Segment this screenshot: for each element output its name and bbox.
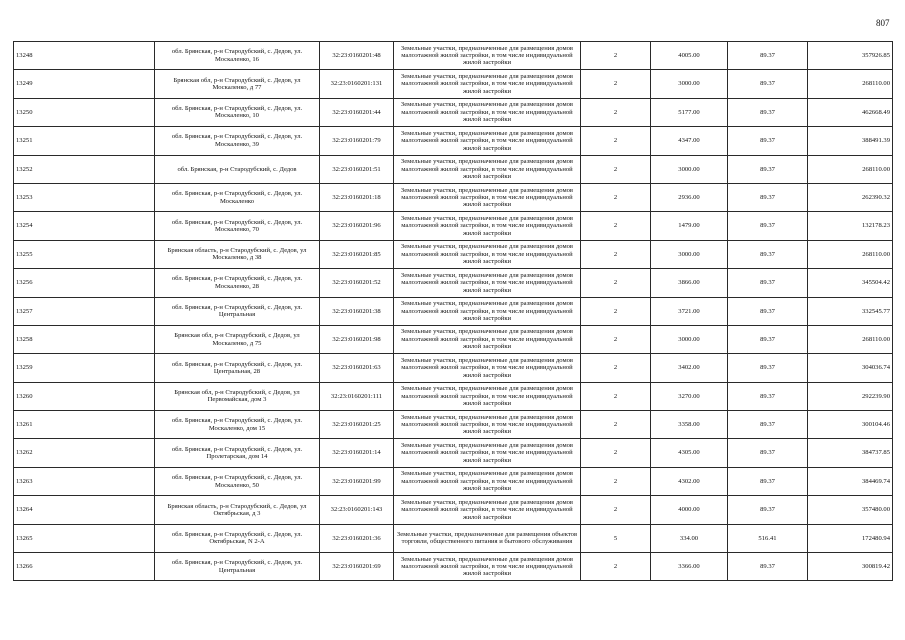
land-use-cell: Земельные участки, предназначенные для размещения домов малоэтажной жилой застройки, в том числе индивидуальной жилой застройки bbox=[394, 240, 581, 268]
address-cell: обл. Брянская, р-н Стародубский, с. Дедов, ул. Москаленко, 50 bbox=[155, 467, 320, 495]
use-group-cell: 2 bbox=[581, 269, 651, 297]
area-cell: 1479.00 bbox=[651, 212, 728, 240]
table-body bbox=[14, 42, 893, 581]
use-group-cell: 2 bbox=[581, 42, 651, 70]
address-cell: обл. Брянская, р-н Стародубский, с. Дедов, ул. Центральная bbox=[155, 297, 320, 325]
specific-value-cell: 89.37 bbox=[728, 240, 808, 268]
use-group-cell: 2 bbox=[581, 212, 651, 240]
address-cell: обл. Брянская, р-н Стародубский, с. Дедов, ул. Пролетарская, дом 14 bbox=[155, 439, 320, 467]
area-cell: 3000.00 bbox=[651, 155, 728, 183]
use-group-cell: 2 bbox=[581, 127, 651, 155]
land-use-cell: Земельные участки, предназначенные для размещения объектов торговли, общественного питания и бытового обслуживания bbox=[394, 524, 581, 552]
table-row bbox=[14, 127, 893, 155]
cadastral-number-cell: 32:23:0160201:44 bbox=[320, 98, 394, 126]
land-use-cell: Земельные участки, предназначенные для размещения домов малоэтажной жилой застройки, в том числе индивидуальной жилой застройки bbox=[394, 183, 581, 211]
specific-value-cell: 89.37 bbox=[728, 553, 808, 581]
land-use-cell: Земельные участки, предназначенные для размещения домов малоэтажной жилой застройки, в том числе индивидуальной жилой застройки bbox=[394, 354, 581, 382]
use-group-cell: 2 bbox=[581, 240, 651, 268]
cadastral-number-cell: 32:23:0160201:99 bbox=[320, 467, 394, 495]
cadastral-number-cell: 32:23:0160201:143 bbox=[320, 496, 394, 524]
address-cell: обл. Брянская, р-н Стародубский, с. Дедов bbox=[155, 155, 320, 183]
record-number-cell: 13253 bbox=[14, 183, 155, 211]
cadastral-number-cell: 32:23:0160201:69 bbox=[320, 553, 394, 581]
specific-value-cell: 89.37 bbox=[728, 183, 808, 211]
land-use-cell: Земельные участки, предназначенные для размещения домов малоэтажной жилой застройки, в том числе индивидуальной жилой застройки bbox=[394, 70, 581, 98]
cadastral-number-cell: 32:23:0160201:131 bbox=[320, 70, 394, 98]
record-number-cell: 13252 bbox=[14, 155, 155, 183]
cadastral-value-cell: 304036.74 bbox=[808, 354, 893, 382]
cadastral-number-cell: 32:23:0160201:96 bbox=[320, 212, 394, 240]
land-use-cell: Земельные участки, предназначенные для размещения домов малоэтажной жилой застройки, в том числе индивидуальной жилой застройки bbox=[394, 411, 581, 439]
page-number: 807 bbox=[876, 18, 890, 28]
specific-value-cell: 89.37 bbox=[728, 382, 808, 410]
use-group-cell: 2 bbox=[581, 382, 651, 410]
use-group-cell: 2 bbox=[581, 98, 651, 126]
cadastral-value-cell: 384469.74 bbox=[808, 467, 893, 495]
cadastral-value-cell: 172480.94 bbox=[808, 524, 893, 552]
record-number-cell: 13251 bbox=[14, 127, 155, 155]
specific-value-cell: 89.37 bbox=[728, 212, 808, 240]
cadastral-number-cell: 32:23:0160201:98 bbox=[320, 325, 394, 353]
use-group-cell: 2 bbox=[581, 411, 651, 439]
cadastral-number-cell: 32:23:0160201:36 bbox=[320, 524, 394, 552]
specific-value-cell: 89.37 bbox=[728, 354, 808, 382]
record-number-cell: 13262 bbox=[14, 439, 155, 467]
table-row bbox=[14, 70, 893, 98]
address-cell: Брянская область, р-н Стародубский, с. Дедов, ул Москаленко, д 38 bbox=[155, 240, 320, 268]
specific-value-cell: 89.37 bbox=[728, 439, 808, 467]
table-row bbox=[14, 382, 893, 410]
use-group-cell: 2 bbox=[581, 70, 651, 98]
record-number-cell: 13256 bbox=[14, 269, 155, 297]
record-number-cell: 13250 bbox=[14, 98, 155, 126]
area-cell: 3000.00 bbox=[651, 70, 728, 98]
use-group-cell: 2 bbox=[581, 155, 651, 183]
specific-value-cell: 89.37 bbox=[728, 269, 808, 297]
table-row bbox=[14, 411, 893, 439]
cadastral-value-cell: 462668.49 bbox=[808, 98, 893, 126]
cadastral-value-cell: 268110.00 bbox=[808, 70, 893, 98]
record-number-cell: 13264 bbox=[14, 496, 155, 524]
use-group-cell: 2 bbox=[581, 183, 651, 211]
address-cell: обл. Брянская, р-н Стародубский, с. Дедов, ул. Москаленко, 39 bbox=[155, 127, 320, 155]
specific-value-cell: 89.37 bbox=[728, 70, 808, 98]
land-use-cell: Земельные участки, предназначенные для размещения домов малоэтажной жилой застройки, в том числе индивидуальной жилой застройки bbox=[394, 269, 581, 297]
specific-value-cell: 516.41 bbox=[728, 524, 808, 552]
address-cell: обл. Брянская, р-н Стародубский, с. Дедов, ул. Октябрьская, N 2-А bbox=[155, 524, 320, 552]
area-cell: 5177.00 bbox=[651, 98, 728, 126]
area-cell: 3358.00 bbox=[651, 411, 728, 439]
area-cell: 3000.00 bbox=[651, 240, 728, 268]
area-cell: 3000.00 bbox=[651, 325, 728, 353]
record-number-cell: 13255 bbox=[14, 240, 155, 268]
specific-value-cell: 89.37 bbox=[728, 127, 808, 155]
area-cell: 3402.00 bbox=[651, 354, 728, 382]
table-row bbox=[14, 553, 893, 581]
specific-value-cell: 89.37 bbox=[728, 411, 808, 439]
table-row bbox=[14, 524, 893, 552]
use-group-cell: 5 bbox=[581, 524, 651, 552]
record-number-cell: 13258 bbox=[14, 325, 155, 353]
address-cell: обл. Брянская, р-н Стародубский, с. Дедов, ул. Москаленко, 16 bbox=[155, 42, 320, 70]
use-group-cell: 2 bbox=[581, 325, 651, 353]
cadastral-number-cell: 32:23:0160201:85 bbox=[320, 240, 394, 268]
address-cell: Брянская обл, р-н Стародубский, с. Дедов, ул Москаленко, д 77 bbox=[155, 70, 320, 98]
cadastral-value-cell: 268110.00 bbox=[808, 325, 893, 353]
cadastral-number-cell: 32:23:0160201:79 bbox=[320, 127, 394, 155]
record-number-cell: 13263 bbox=[14, 467, 155, 495]
land-use-cell: Земельные участки, предназначенные для размещения домов малоэтажной жилой застройки, в том числе индивидуальной жилой застройки bbox=[394, 553, 581, 581]
area-cell: 4347.00 bbox=[651, 127, 728, 155]
cadastral-number-cell: 32:23:0160201:51 bbox=[320, 155, 394, 183]
area-cell: 4302.00 bbox=[651, 467, 728, 495]
cadastral-value-cell: 332545.77 bbox=[808, 297, 893, 325]
table-row bbox=[14, 183, 893, 211]
record-number-cell: 13260 bbox=[14, 382, 155, 410]
land-registry-table bbox=[13, 41, 893, 581]
table-row bbox=[14, 98, 893, 126]
use-group-cell: 2 bbox=[581, 439, 651, 467]
cadastral-value-cell: 268110.00 bbox=[808, 240, 893, 268]
area-cell: 4000.00 bbox=[651, 496, 728, 524]
record-number-cell: 13265 bbox=[14, 524, 155, 552]
table-row bbox=[14, 325, 893, 353]
land-use-cell: Земельные участки, предназначенные для размещения домов малоэтажной жилой застройки, в том числе индивидуальной жилой застройки bbox=[394, 467, 581, 495]
cadastral-value-cell: 268110.00 bbox=[808, 155, 893, 183]
address-cell: обл. Брянская, р-н Стародубский, с. Дедов, ул. Центральная bbox=[155, 553, 320, 581]
cadastral-value-cell: 384737.85 bbox=[808, 439, 893, 467]
cadastral-value-cell: 357480.00 bbox=[808, 496, 893, 524]
area-cell: 4005.00 bbox=[651, 42, 728, 70]
cadastral-value-cell: 292239.90 bbox=[808, 382, 893, 410]
area-cell: 2936.00 bbox=[651, 183, 728, 211]
cadastral-value-cell: 300104.46 bbox=[808, 411, 893, 439]
specific-value-cell: 89.37 bbox=[728, 155, 808, 183]
area-cell: 3366.00 bbox=[651, 553, 728, 581]
record-number-cell: 13261 bbox=[14, 411, 155, 439]
land-use-cell: Земельные участки, предназначенные для размещения домов малоэтажной жилой застройки, в том числе индивидуальной жилой застройки bbox=[394, 42, 581, 70]
cadastral-number-cell: 32:23:0160201:18 bbox=[320, 183, 394, 211]
land-use-cell: Земельные участки, предназначенные для размещения домов малоэтажной жилой застройки, в том числе индивидуальной жилой застройки bbox=[394, 155, 581, 183]
address-cell: обл. Брянская, р-н Стародубский, с. Дедов, ул. Москаленко, 10 bbox=[155, 98, 320, 126]
record-number-cell: 13257 bbox=[14, 297, 155, 325]
address-cell: обл. Брянская, р-н Стародубский, с. Дедов, ул. Москаленко bbox=[155, 183, 320, 211]
table-row bbox=[14, 42, 893, 70]
cadastral-value-cell: 300819.42 bbox=[808, 553, 893, 581]
record-number-cell: 13249 bbox=[14, 70, 155, 98]
table-row bbox=[14, 354, 893, 382]
record-number-cell: 13266 bbox=[14, 553, 155, 581]
use-group-cell: 2 bbox=[581, 553, 651, 581]
specific-value-cell: 89.37 bbox=[728, 325, 808, 353]
area-cell: 3270.00 bbox=[651, 382, 728, 410]
cadastral-number-cell: 32:23:0160201:14 bbox=[320, 439, 394, 467]
table-row bbox=[14, 212, 893, 240]
specific-value-cell: 89.37 bbox=[728, 297, 808, 325]
record-number-cell: 13248 bbox=[14, 42, 155, 70]
land-use-cell: Земельные участки, предназначенные для размещения домов малоэтажной жилой застройки, в том числе индивидуальной жилой застройки bbox=[394, 382, 581, 410]
cadastral-number-cell: 32:23:0160201:25 bbox=[320, 411, 394, 439]
area-cell: 334.00 bbox=[651, 524, 728, 552]
address-cell: обл. Брянская, р-н Стародубский, с. Дедов, ул. Москаленко, дом 15 bbox=[155, 411, 320, 439]
address-cell: Брянская обл, р-н Стародубский, с Дедов, ул Первомайская, дом 3 bbox=[155, 382, 320, 410]
specific-value-cell: 89.37 bbox=[728, 98, 808, 126]
record-number-cell: 13254 bbox=[14, 212, 155, 240]
area-cell: 3721.00 bbox=[651, 297, 728, 325]
table-row bbox=[14, 439, 893, 467]
land-use-cell: Земельные участки, предназначенные для размещения домов малоэтажной жилой застройки, в том числе индивидуальной жилой застройки bbox=[394, 98, 581, 126]
table-row bbox=[14, 240, 893, 268]
cadastral-number-cell: 32:23:0160201:38 bbox=[320, 297, 394, 325]
area-cell: 4305.00 bbox=[651, 439, 728, 467]
table-row bbox=[14, 496, 893, 524]
address-cell: обл. Брянская, р-н Стародубский, с. Дедов, ул. Москаленко, 28 bbox=[155, 269, 320, 297]
area-cell: 3866.00 bbox=[651, 269, 728, 297]
cadastral-value-cell: 345504.42 bbox=[808, 269, 893, 297]
cadastral-number-cell: 32:23:0160201:63 bbox=[320, 354, 394, 382]
cadastral-number-cell: 32:23:0160201:111 bbox=[320, 382, 394, 410]
use-group-cell: 2 bbox=[581, 496, 651, 524]
land-use-cell: Земельные участки, предназначенные для размещения домов малоэтажной жилой застройки, в том числе индивидуальной жилой застройки bbox=[394, 127, 581, 155]
use-group-cell: 2 bbox=[581, 354, 651, 382]
table-row bbox=[14, 297, 893, 325]
specific-value-cell: 89.37 bbox=[728, 496, 808, 524]
land-use-cell: Земельные участки, предназначенные для размещения домов малоэтажной жилой застройки, в том числе индивидуальной жилой застройки bbox=[394, 297, 581, 325]
table-row bbox=[14, 269, 893, 297]
land-use-cell: Земельные участки, предназначенные для размещения домов малоэтажной жилой застройки, в том числе индивидуальной жилой застройки bbox=[394, 325, 581, 353]
use-group-cell: 2 bbox=[581, 297, 651, 325]
cadastral-value-cell: 357926.85 bbox=[808, 42, 893, 70]
land-use-cell: Земельные участки, предназначенные для размещения домов малоэтажной жилой застройки, в том числе индивидуальной жилой застройки bbox=[394, 212, 581, 240]
address-cell: обл. Брянская, р-н Стародубский, с. Дедов, ул. Центральная, 28 bbox=[155, 354, 320, 382]
specific-value-cell: 89.37 bbox=[728, 42, 808, 70]
use-group-cell: 2 bbox=[581, 467, 651, 495]
specific-value-cell: 89.37 bbox=[728, 467, 808, 495]
cadastral-number-cell: 32:23:0160201:48 bbox=[320, 42, 394, 70]
cadastral-value-cell: 132178.23 bbox=[808, 212, 893, 240]
table-row bbox=[14, 467, 893, 495]
address-cell: обл. Брянская, р-н Стародубский, с. Дедов, ул. Москаленко, 70 bbox=[155, 212, 320, 240]
cadastral-value-cell: 262390.32 bbox=[808, 183, 893, 211]
address-cell: Брянская обл, р-н Стародубский, с Дедов, ул Москаленко, д 75 bbox=[155, 325, 320, 353]
address-cell: Брянская область, р-н Стародубский, с. Дедов, ул Октябрьская, д 3 bbox=[155, 496, 320, 524]
table-row bbox=[14, 155, 893, 183]
record-number-cell: 13259 bbox=[14, 354, 155, 382]
cadastral-value-cell: 388491.39 bbox=[808, 127, 893, 155]
land-use-cell: Земельные участки, предназначенные для размещения домов малоэтажной жилой застройки, в том числе индивидуальной жилой застройки bbox=[394, 439, 581, 467]
cadastral-number-cell: 32:23:0160201:52 bbox=[320, 269, 394, 297]
land-use-cell: Земельные участки, предназначенные для размещения домов малоэтажной жилой застройки, в том числе индивидуальной жилой застройки bbox=[394, 496, 581, 524]
